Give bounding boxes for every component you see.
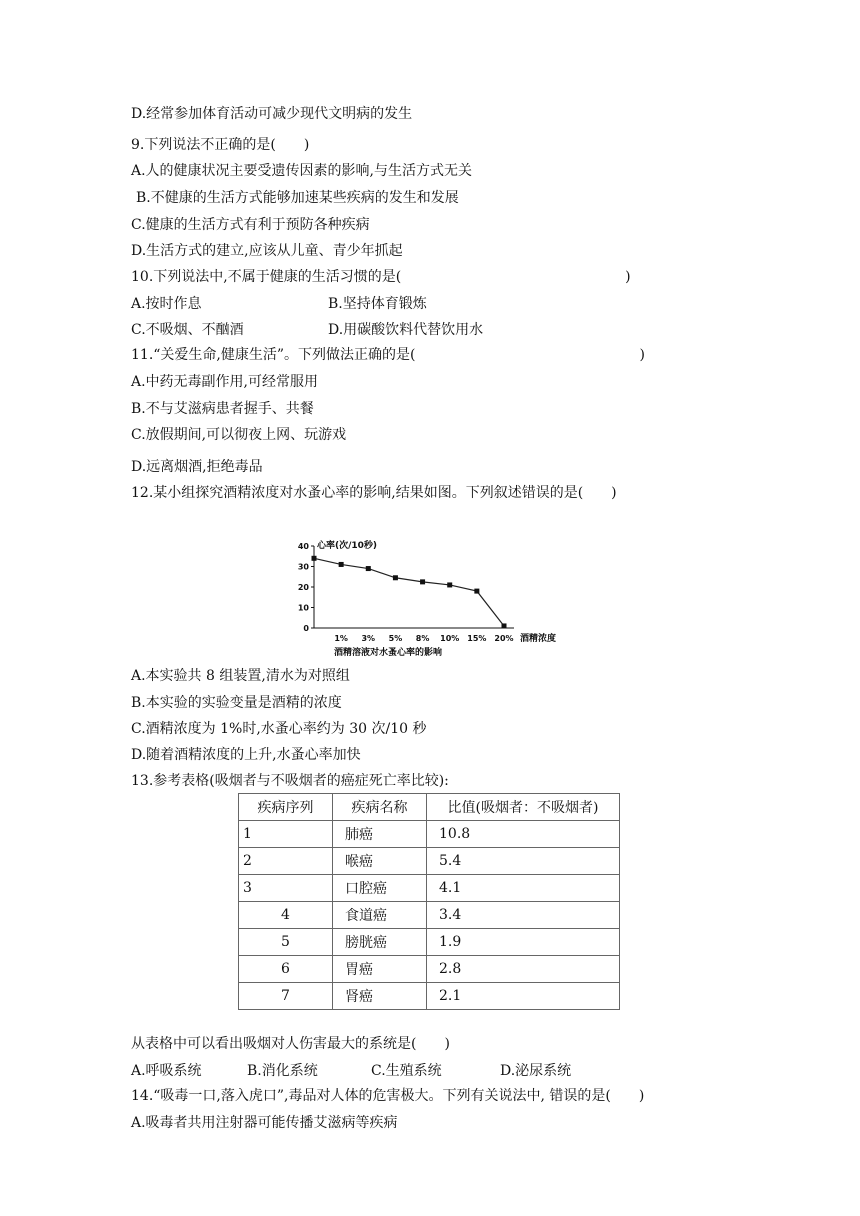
chart-x-tick-label: 20% — [494, 634, 514, 643]
chart-x-tick-label: 3% — [361, 634, 376, 643]
q11-option-b: B.不与艾滋病患者握手、共餐 — [131, 401, 314, 417]
table-cell: 4 — [239, 902, 333, 929]
question-14: 14.“吸毒一口,落入虎口”,毒品对人体的危害极大。下列有关说法中, 错误的是( ) — [131, 1088, 645, 1104]
table-cell: 6 — [239, 956, 333, 983]
q9-option-d: D.生活方式的建立,应该从儿童、青少年抓起 — [131, 243, 403, 259]
table-cell: 2 — [239, 848, 333, 875]
table-cell: 3.4 — [427, 902, 620, 929]
question-11: 11.“关爱生命,健康生活”。下列做法正确的是( ) — [131, 347, 645, 363]
question-12: 12.某小组探究酒精浓度对水蚤心率的影响,结果如图。下列叙述错误的是( ) — [131, 485, 617, 501]
table-cell: 食道癌 — [333, 902, 427, 929]
heart-rate-chart — [296, 536, 566, 660]
q10-option-a: A.按时作息 — [131, 296, 202, 312]
table-cell: 口腔癌 — [333, 875, 427, 902]
q11-option-a: A.中药无毒副作用,可经常服用 — [131, 374, 319, 390]
table-header-row — [239, 794, 620, 821]
chart-x-tick-label: 10% — [440, 634, 460, 643]
chart-y-axis-label: 心率(次/10秒) — [317, 541, 378, 551]
table-header-cell: 疾病序列 — [239, 794, 333, 821]
q13-option-b: B.消化系统 — [247, 1063, 318, 1079]
chart-x-tick-label: 5% — [388, 634, 403, 643]
table-cell: 2.8 — [427, 956, 620, 983]
table-cell: 膀胱癌 — [333, 929, 427, 956]
q13-option-d: D.泌尿系统 — [500, 1063, 572, 1079]
chart-x-tick-label: 1% — [334, 634, 348, 643]
q12-option-b: B.本实验的实验变量是酒精的浓度 — [131, 695, 342, 711]
table-header-cell: 疾病名称 — [333, 794, 427, 821]
q14-option-a: A.吸毒者共用注射器可能传播艾滋病等疾病 — [131, 1115, 398, 1131]
q12-option-a: A.本实验共 8 组装置,清水为对照组 — [131, 668, 350, 684]
chart-data-point — [502, 623, 507, 628]
chart-data-point — [447, 582, 452, 587]
table-cell: 4.1 — [427, 875, 620, 902]
q8-option-d: D.经常参加体育活动可减少现代文明病的发生 — [131, 106, 413, 122]
chart-data-point — [339, 562, 344, 567]
chart-data-point — [393, 575, 398, 580]
table-row — [239, 983, 620, 1010]
cancer-ratio-table — [238, 793, 620, 1010]
table-cell: 7 — [239, 983, 333, 1010]
table-cell: 2.1 — [427, 983, 620, 1010]
table-row — [239, 929, 620, 956]
table-cell: 肺癌 — [333, 821, 427, 848]
q11-option-d: D.远离烟酒,拒绝毒品 — [131, 459, 263, 475]
question-10: 10.下列说法中,不属于健康的生活习惯的是( ) — [131, 269, 631, 285]
table-cell: 10.8 — [427, 821, 620, 848]
q9-option-a: A.人的健康状况主要受遗传因素的影响,与生活方式无关 — [131, 163, 473, 179]
q11-option-c: C.放假期间,可以彻夜上网、玩游戏 — [131, 427, 347, 443]
chart-data-point — [420, 579, 425, 584]
table-cell: 喉癌 — [333, 848, 427, 875]
question-13: 13.参考表格(吸烟者与不吸烟者的癌症死亡率比较): — [131, 773, 449, 789]
table-header-cell: 比值(吸烟者：不吸烟者) — [427, 794, 620, 821]
chart-y-tick-label: 10 — [297, 603, 309, 613]
table-row — [239, 902, 620, 929]
q12-option-c: C.酒精浓度为 1%时,水蚤心率约为 30 次/10 秒 — [131, 721, 427, 737]
q12-option-d: D.随着酒精浓度的上升,水蚤心率加快 — [131, 747, 361, 763]
chart-x-axis-label: 酒精浓度 — [520, 634, 557, 644]
table-cell: 5.4 — [427, 848, 620, 875]
chart-y-tick-label: 20 — [297, 583, 309, 592]
chart-y-tick-label: 0 — [303, 624, 309, 633]
chart-data-point — [474, 589, 479, 594]
chart-data-point — [366, 566, 371, 571]
q9-option-c: C.健康的生活方式有利于预防各种疾病 — [131, 217, 370, 233]
table-cell: 5 — [239, 929, 333, 956]
chart-data-point — [312, 556, 317, 561]
q13-option-c: C.生殖系统 — [371, 1063, 442, 1079]
q10-option-c: C.不吸烟、不酗酒 — [131, 322, 244, 338]
chart-y-tick-label: 40 — [297, 542, 309, 551]
q13-question: 从表格中可以看出吸烟对人伤害最大的系统是( ) — [131, 1036, 450, 1052]
table-row — [239, 848, 620, 875]
question-9: 9.下列说法不正确的是( ) — [131, 137, 310, 153]
table-cell: 3 — [239, 875, 333, 902]
chart-x-tick-label: 8% — [415, 634, 430, 643]
table-cell: 胃癌 — [333, 956, 427, 983]
table-row — [239, 821, 620, 848]
q10-option-d: D.用碳酸饮料代替饮用水 — [328, 322, 484, 338]
table-row — [239, 956, 620, 983]
table-cell: 1 — [239, 821, 333, 848]
chart-title: 酒精溶液对水蚤心率的影响 — [334, 648, 443, 658]
table-cell: 肾癌 — [333, 983, 427, 1010]
q10-option-b: B.坚持体育锻炼 — [328, 296, 427, 312]
q9-option-b: B.不健康的生活方式能够加速某些疾病的发生和发展 — [136, 190, 459, 206]
table-cell: 1.9 — [427, 929, 620, 956]
table-row — [239, 875, 620, 902]
chart-x-tick-label: 15% — [467, 634, 487, 643]
q13-option-a: A.呼吸系统 — [131, 1063, 202, 1079]
chart-y-tick-label: 30 — [297, 562, 309, 572]
